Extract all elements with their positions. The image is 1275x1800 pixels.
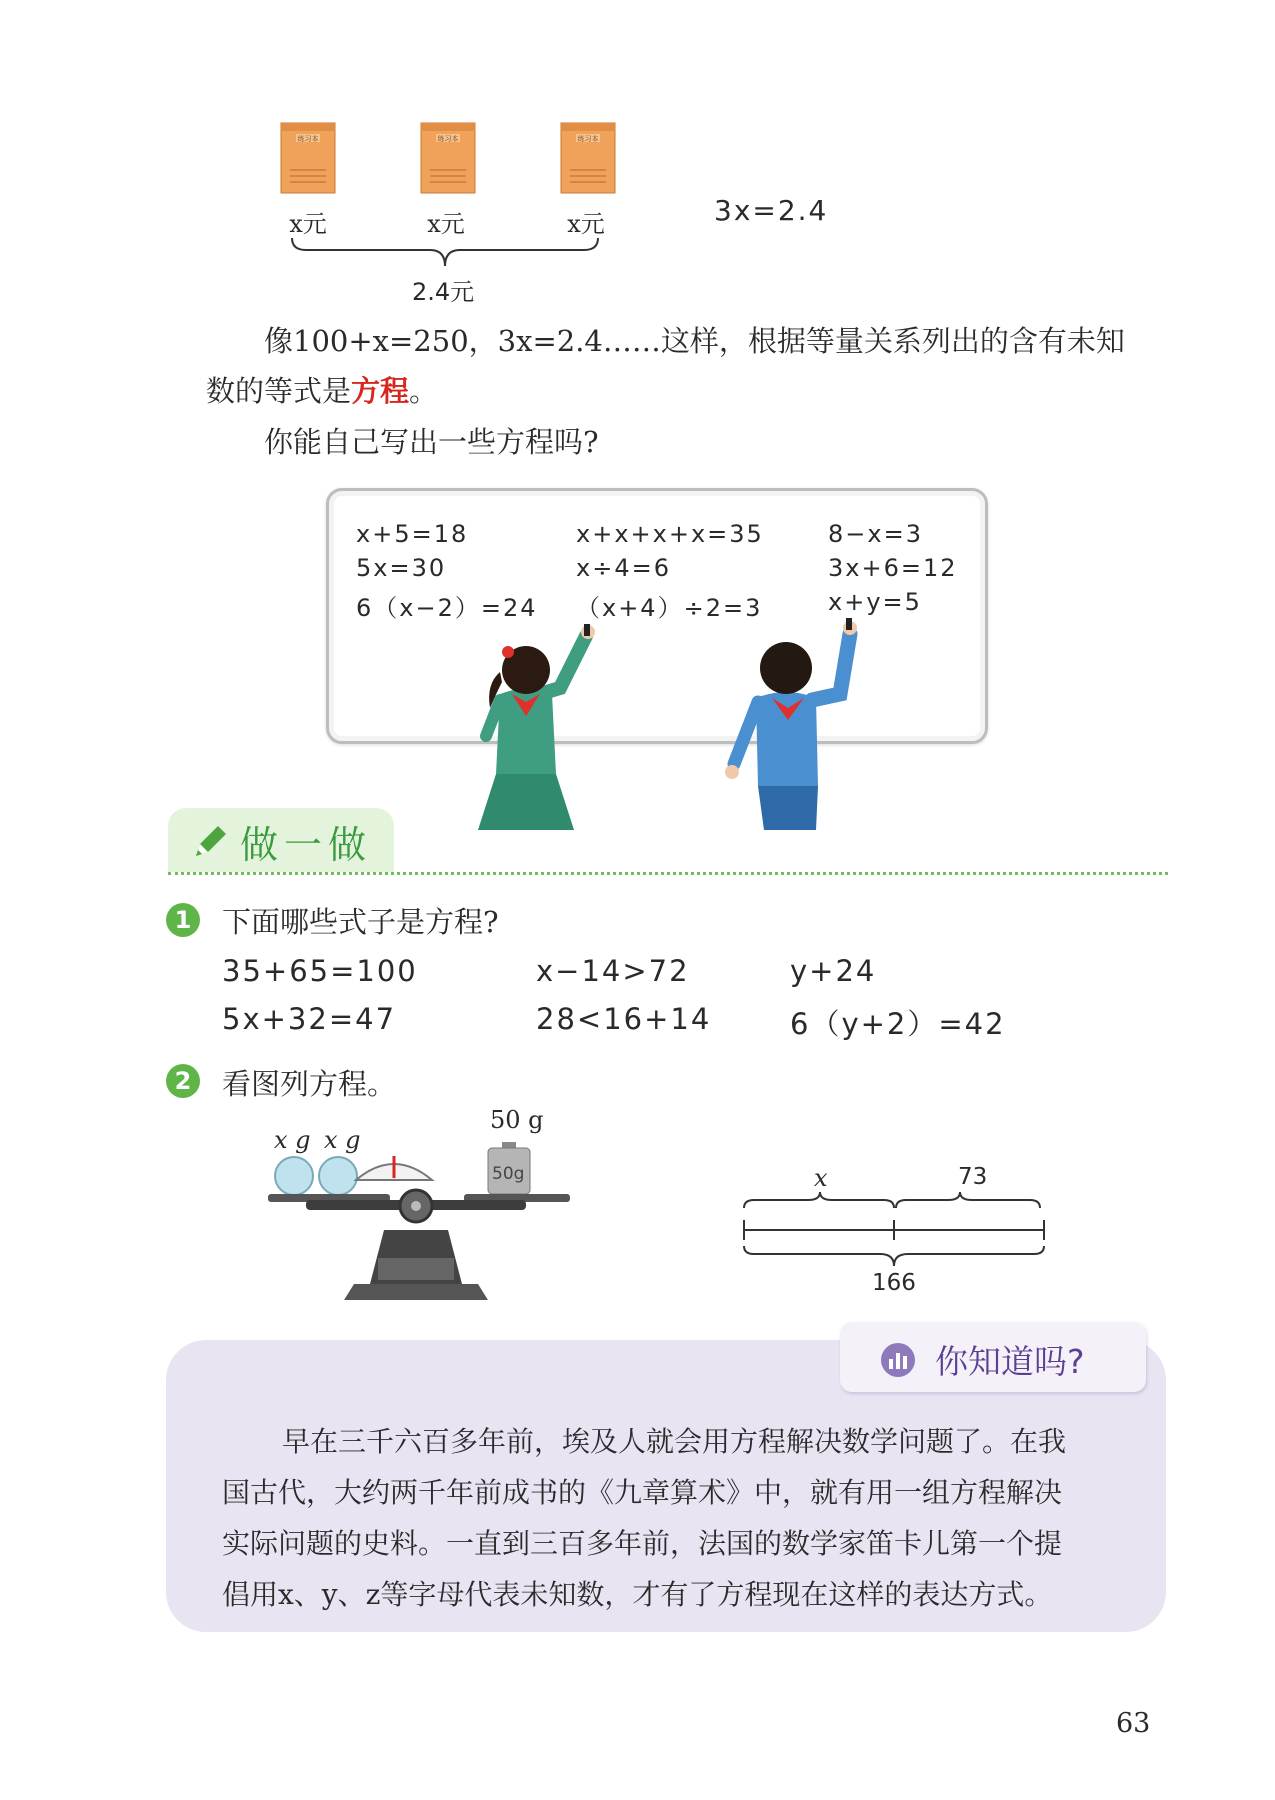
- definition-text: 。: [409, 374, 439, 408]
- bar-chart-icon: [880, 1342, 916, 1378]
- expression: 28<16+14: [536, 1002, 712, 1036]
- board-equation: 6（x−2）=24: [356, 594, 538, 622]
- did-you-know-text: [222, 1416, 1122, 1620]
- info-line: 国古代，大约两千年前成书的《九章算术》中，就有用一组方程解决: [222, 1476, 1063, 1509]
- segment-diagram: [740, 1190, 1050, 1274]
- board-equation: （x+4）÷2=3: [576, 594, 763, 622]
- notebook-price-label: x元: [567, 210, 605, 238]
- balance-scale: [266, 1134, 576, 1314]
- info-line: 倡用x、y、z等字母代表未知数，才有了方程现在这样的表达方式。: [222, 1578, 1053, 1611]
- board-equation: x÷4=6: [576, 554, 671, 582]
- question-2-badge: 2: [166, 1064, 200, 1098]
- keyword-equation: 方程: [351, 374, 410, 408]
- segment-x-label: x: [814, 1164, 828, 1192]
- definition-text: 数的等式是: [206, 374, 352, 408]
- segment-total-label: 166: [872, 1270, 916, 1296]
- board-equation: 5x=30: [356, 554, 447, 582]
- did-you-know-title: 你知道吗?: [935, 1342, 1085, 1381]
- notebook-price-label: x元: [289, 210, 327, 238]
- board-equation: 3x+6=12: [828, 554, 958, 582]
- section-divider: [168, 872, 1168, 875]
- equation-example: 3x=2.4: [714, 194, 829, 227]
- do-it-title: 做一做: [240, 823, 373, 867]
- question-1-text: 下面哪些式子是方程?: [222, 905, 499, 939]
- total-price-label: 2.4元: [412, 278, 475, 306]
- weight-block-text: 50g: [492, 1164, 525, 1184]
- expression: x−14>72: [536, 954, 690, 988]
- prompt-question: 你能自己写出一些方程吗?: [264, 425, 599, 459]
- board-equation: x+y=5: [828, 588, 922, 616]
- notebook-cover-text: 练习本: [297, 135, 319, 143]
- question-2-text: 看图列方程。: [222, 1067, 397, 1101]
- pencil-icon: [190, 822, 230, 862]
- ball-weight-label: x g: [324, 1126, 361, 1154]
- expression: y+24: [790, 954, 877, 988]
- notebook-cover-text: 练习本: [577, 135, 599, 143]
- boy-illustration: [720, 616, 870, 830]
- expression: 5x+32=47: [222, 1002, 397, 1036]
- expression: 6（y+2）=42: [790, 1007, 1006, 1041]
- notebook-price-label: x元: [427, 210, 465, 238]
- definition-line-2: [206, 366, 438, 417]
- segment-73-label: 73: [958, 1164, 988, 1190]
- weight-mass-label: 50 g: [490, 1106, 544, 1134]
- question-1-badge: 1: [166, 903, 200, 937]
- board-equation: x+5=18: [356, 520, 469, 548]
- notebook-1: [280, 122, 336, 194]
- ball-weight-label: x g: [274, 1126, 311, 1154]
- definition-line-1: [264, 316, 1125, 367]
- board-equation: 8−x=3: [828, 520, 923, 548]
- board-equation: x+x+x+x=35: [576, 520, 764, 548]
- total-brace: [290, 236, 600, 270]
- definition-text: 像100+x=250，3x=2.4……这样，根据等量关系列出的含有未知: [264, 324, 1125, 358]
- info-line: 实际问题的史料。一直到三百多年前，法国的数学家笛卡儿第一个提: [222, 1527, 1063, 1560]
- girl-illustration: [470, 624, 620, 830]
- expression: 35+65=100: [222, 954, 418, 988]
- notebook-2: [420, 122, 476, 194]
- notebook-cover-text: 练习本: [437, 135, 459, 143]
- page-number: 63: [1116, 1708, 1151, 1739]
- info-line: 早在三千六百多年前，埃及人就会用方程解决数学问题了。在我: [282, 1425, 1067, 1458]
- notebook-3: [560, 122, 616, 194]
